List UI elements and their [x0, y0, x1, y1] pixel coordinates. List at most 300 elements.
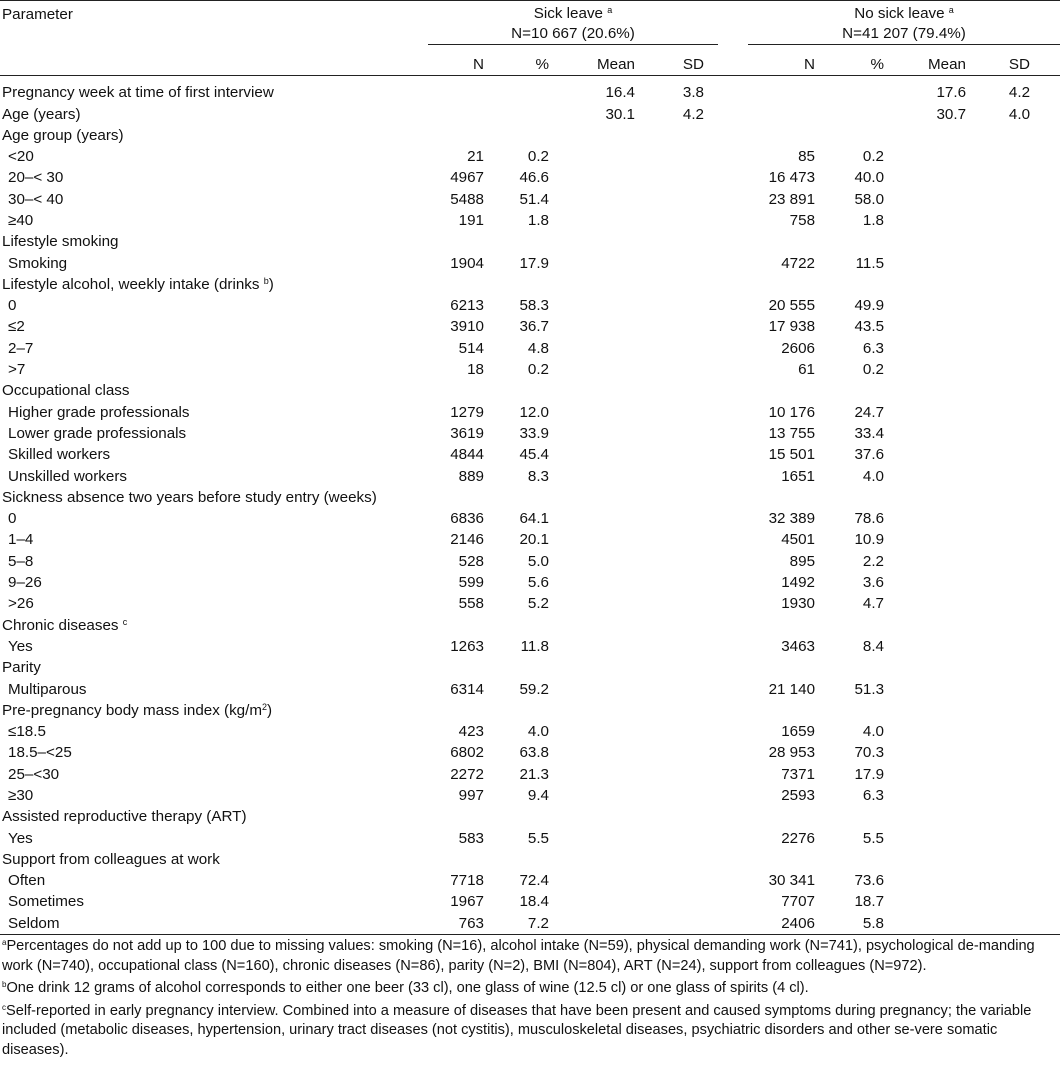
- cell-nosick-sd: [988, 423, 1060, 444]
- cell-nosick-sd: [988, 764, 1060, 785]
- cell-nosick-sd: [988, 615, 1060, 636]
- table-row: [0, 487, 1060, 508]
- table-row: [0, 423, 1060, 444]
- row-label: Pregnancy week at time of first interview: [2, 84, 274, 102]
- cell-nosick-mean: [898, 849, 988, 870]
- cell-nosick-mean: [898, 274, 988, 295]
- table-row: [0, 529, 1060, 550]
- cell-sick-sd: 3.8: [682, 84, 705, 102]
- cell-sick-sd: [643, 891, 718, 912]
- cell-sick-pct: 72.4: [519, 872, 549, 890]
- cell-sick-mean: [563, 764, 643, 785]
- cell-sick-pct: 5.5: [527, 829, 549, 847]
- cell-nosick-n: [748, 700, 823, 721]
- cell-nosick-n: 85: [798, 148, 816, 166]
- cell-sick-sd: [643, 913, 718, 934]
- header-row-columns: [0, 45, 1060, 76]
- cell-nosick-n: [748, 274, 823, 295]
- cell-sick-sd: [643, 125, 718, 146]
- cell-sick-mean: [563, 657, 643, 678]
- cell-sick-pct: [488, 849, 563, 870]
- cell-sick-mean: [563, 891, 643, 912]
- cell-nosick-sd: [988, 338, 1060, 359]
- cell-nosick-pct: 4.0: [862, 723, 885, 741]
- cell-nosick-n: [748, 76, 823, 104]
- table-row: [0, 402, 1060, 423]
- cell-nosick-sd: [988, 487, 1060, 508]
- cell-sick-mean: [563, 146, 643, 167]
- cell-sick-n: [428, 849, 488, 870]
- cell-nosick-pct: 4.7: [862, 595, 885, 613]
- cell-sick-pct: 5.0: [527, 552, 549, 570]
- cell-sick-sd: [643, 444, 718, 465]
- cell-nosick-pct: [823, 806, 898, 827]
- cell-nosick-sd: [988, 125, 1060, 146]
- cell-nosick-n: 758: [789, 211, 816, 229]
- cell-nosick-n: 13 755: [768, 424, 816, 442]
- cell-nosick-mean: [898, 764, 988, 785]
- cell-nosick-sd: [988, 189, 1060, 210]
- cell-sick-pct: 5.2: [527, 595, 549, 613]
- cell-sick-n: 2272: [450, 765, 484, 783]
- cell-sick-n: [428, 274, 488, 295]
- cell-nosick-sd: [988, 253, 1060, 274]
- cell-nosick-sd: [988, 274, 1060, 295]
- cell-sick-n: 5488: [450, 190, 484, 208]
- cell-nosick-n: 2606: [781, 339, 816, 357]
- cell-sick-mean: [563, 572, 643, 593]
- sick-leave-group-header: [428, 1, 718, 45]
- data-table: [0, 1, 1060, 934]
- footnote: $^b$One drink 12 grams of alcohol corresponds to either one beer (33 cl), one glass of wine (12.5 cl) or one glass of spirits (4 cl).: [2, 980, 809, 997]
- cell-sick-pct: 5.6: [527, 574, 549, 592]
- cell-nosick-sd: [988, 380, 1060, 401]
- cell-sick-sd: [643, 402, 718, 423]
- row-sublabel: ≥30: [8, 787, 34, 804]
- cell-nosick-sd: [988, 551, 1060, 572]
- table-row: [0, 806, 1060, 827]
- cell-sick-mean: [563, 700, 643, 721]
- cell-nosick-pct: 5.5: [862, 829, 885, 847]
- no-sick-leave-title: No sick leave: [854, 5, 945, 22]
- table-row: [0, 380, 1060, 401]
- cell-nosick-pct: 1.8: [862, 211, 885, 229]
- cell-nosick-pct: 3.6: [862, 574, 885, 592]
- cell-sick-n: 4967: [450, 169, 484, 187]
- cell-nosick-mean: [898, 380, 988, 401]
- cell-nosick-pct: 49.9: [854, 297, 885, 315]
- cell-nosick-pct: 6.3: [862, 339, 885, 357]
- row-sublabel: ≤2: [8, 318, 25, 336]
- cell-nosick-n: [748, 806, 823, 827]
- row-sublabel: 25–<30: [8, 765, 60, 783]
- cell-sick-n: [428, 615, 488, 636]
- cell-nosick-n: 1492: [781, 574, 816, 592]
- cell-sick-n: [428, 104, 488, 125]
- cell-sick-mean: [563, 615, 643, 636]
- cell-sick-n: 3619: [450, 424, 484, 442]
- cell-nosick-mean: [898, 657, 988, 678]
- cell-nosick-sd: [988, 828, 1060, 849]
- cell-sick-sd: [643, 806, 718, 827]
- cell-sick-sd: [643, 274, 718, 295]
- cell-sick-mean: [563, 636, 643, 657]
- cell-nosick-n: 1930: [781, 595, 816, 613]
- cell-nosick-mean: [898, 572, 988, 593]
- footnote-marker: c: [2, 1002, 6, 1012]
- cell-sick-mean: 30.1: [605, 105, 635, 123]
- cell-nosick-pct: 17.9: [854, 765, 885, 783]
- cell-nosick-mean: [898, 636, 988, 657]
- cell-nosick-pct: 4.0: [862, 467, 885, 485]
- cell-nosick-pct: [823, 76, 898, 104]
- table-row: [0, 210, 1060, 231]
- cell-nosick-mean: [898, 785, 988, 806]
- row-label: Parity: [2, 659, 41, 677]
- cell-nosick-n: 2593: [781, 787, 816, 804]
- cell-nosick-n: 32 389: [768, 510, 816, 528]
- table-row: [0, 253, 1060, 274]
- cell-nosick-mean: [898, 721, 988, 742]
- cell-nosick-sd: [988, 636, 1060, 657]
- table-row: [0, 359, 1060, 380]
- cell-sick-n: 6836: [450, 510, 484, 528]
- cell-nosick-n: 2276: [781, 829, 816, 847]
- cell-sick-n: 6802: [450, 744, 484, 762]
- row-sublabel: <20: [8, 148, 34, 166]
- cell-nosick-pct: 33.4: [854, 424, 885, 442]
- cell-sick-mean: [563, 721, 643, 742]
- cell-sick-mean: [563, 742, 643, 763]
- row-label: Support from colleagues at work: [2, 850, 220, 868]
- cell-nosick-mean: [898, 593, 988, 614]
- cell-nosick-pct: [823, 104, 898, 125]
- cell-nosick-pct: 37.6: [854, 446, 885, 464]
- cell-nosick-mean: [898, 742, 988, 763]
- cell-nosick-n: 10 176: [768, 403, 816, 421]
- cell-sick-mean: [563, 551, 643, 572]
- row-sublabel: ≥40: [8, 211, 34, 229]
- cell-sick-sd: [643, 828, 718, 849]
- table-row: [0, 76, 1060, 104]
- cell-sick-n: [428, 76, 488, 104]
- row-sublabel: 18.5–<25: [8, 744, 72, 762]
- cell-nosick-pct: 24.7: [854, 403, 885, 421]
- table-row: [0, 316, 1060, 337]
- cell-nosick-pct: 51.3: [854, 680, 885, 698]
- row-sublabel: Yes: [8, 829, 33, 847]
- cell-nosick-n: 2406: [781, 914, 816, 932]
- cell-nosick-pct: 18.7: [854, 893, 885, 911]
- cell-nosick-pct: [823, 274, 898, 295]
- cell-nosick-sd: [988, 870, 1060, 891]
- table-row: [0, 828, 1060, 849]
- cell-sick-sd: [643, 742, 718, 763]
- cell-nosick-n: [748, 231, 823, 252]
- table-row: [0, 700, 1060, 721]
- row-sublabel: Multiparous: [8, 680, 87, 698]
- cell-sick-mean: [563, 210, 643, 231]
- cell-sick-sd: [643, 785, 718, 806]
- cell-nosick-pct: 5.8: [862, 914, 885, 932]
- row-sublabel: 2–7: [8, 339, 34, 357]
- cell-nosick-n: 15 501: [768, 446, 816, 464]
- cell-nosick-n: [748, 125, 823, 146]
- cell-sick-pct: [488, 274, 563, 295]
- cell-sick-sd: [643, 615, 718, 636]
- cell-sick-n: 558: [458, 595, 484, 613]
- sick-leave-marker: a: [607, 5, 613, 15]
- cell-nosick-sd: [988, 146, 1060, 167]
- row-label: Pre-pregnancy body mass index $(kg/m^2)$: [2, 701, 273, 719]
- cell-sick-pct: 12.0: [519, 403, 549, 421]
- row-sublabel: 5–8: [8, 552, 34, 570]
- cell-nosick-pct: 73.6: [854, 872, 885, 890]
- cell-nosick-n: 1651: [781, 467, 816, 485]
- table-row: [0, 593, 1060, 614]
- cell-nosick-mean: [898, 700, 988, 721]
- cell-sick-sd: [643, 721, 718, 742]
- cell-sick-pct: [488, 231, 563, 252]
- cell-sick-pct: 21.3: [519, 765, 549, 783]
- cell-sick-mean: [563, 870, 643, 891]
- cell-sick-pct: 45.4: [519, 446, 549, 464]
- cell-sick-sd: [643, 679, 718, 700]
- cell-sick-sd: [643, 231, 718, 252]
- cell-nosick-n: 1659: [781, 723, 816, 741]
- table-row: [0, 657, 1060, 678]
- cell-nosick-sd: [988, 359, 1060, 380]
- cell-nosick-n: 4722: [781, 254, 816, 272]
- cell-sick-mean: [563, 274, 643, 295]
- cell-sick-pct: 0.2: [527, 148, 549, 166]
- cell-sick-sd: [643, 359, 718, 380]
- cell-nosick-pct: 8.4: [862, 637, 885, 655]
- cell-nosick-mean: [898, 679, 988, 700]
- cell-sick-pct: 9.4: [527, 787, 549, 804]
- cell-nosick-sd: [988, 700, 1060, 721]
- cell-sick-n: 599: [458, 574, 484, 592]
- cell-sick-pct: [488, 76, 563, 104]
- cell-sick-n: [428, 700, 488, 721]
- table-row: [0, 146, 1060, 167]
- cell-sick-pct: [488, 104, 563, 125]
- footnote: $^c$Self-reported in early pregnancy interview. Combined into a measure of diseases that have been present and caused symptoms during pregnancy; the variable included (metabolic diseases, hypertension, urinary tract diseases (not cystitis), musculoskeletal diseases, psychiatric disorders and other se-vere somatic diseases).: [2, 1002, 1032, 1059]
- cell-sick-n: 2146: [450, 531, 484, 549]
- cell-nosick-pct: [823, 700, 898, 721]
- cell-nosick-pct: 43.5: [854, 318, 885, 336]
- cell-nosick-n: 23 891: [768, 190, 816, 208]
- cell-sick-mean: [563, 806, 643, 827]
- cell-nosick-sd: [988, 593, 1060, 614]
- cell-nosick-sd: [988, 529, 1060, 550]
- cell-sick-pct: 17.9: [519, 254, 549, 272]
- table-row: [0, 785, 1060, 806]
- cell-sick-mean: [563, 444, 643, 465]
- cell-nosick-n: [748, 657, 823, 678]
- cell-nosick-mean: [898, 529, 988, 550]
- cell-sick-pct: 51.4: [519, 190, 549, 208]
- table-row: [0, 913, 1060, 934]
- cell-sick-sd: [643, 423, 718, 444]
- cell-sick-n: [428, 125, 488, 146]
- footnotes: [0, 935, 1060, 1061]
- table-row: [0, 849, 1060, 870]
- cell-nosick-pct: [823, 657, 898, 678]
- cell-nosick-n: 28 953: [768, 744, 816, 762]
- cell-nosick-n: 3463: [781, 637, 816, 655]
- cell-nosick-mean: [898, 466, 988, 487]
- table-row: [0, 104, 1060, 125]
- table-row: [0, 189, 1060, 210]
- cell-nosick-n: [748, 487, 823, 508]
- row-sublabel: Higher grade professionals: [8, 403, 190, 421]
- sick-leave-title: Sick leave: [533, 5, 603, 22]
- cell-nosick-mean: 30.7: [936, 105, 967, 123]
- cell-nosick-pct: 11.5: [855, 254, 885, 272]
- cell-sick-pct: 1.8: [527, 211, 549, 229]
- table-row: [0, 679, 1060, 700]
- cell-sick-n: 191: [458, 211, 484, 229]
- cell-sick-pct: 64.1: [519, 510, 549, 528]
- row-sublabel: 30–< 40: [8, 190, 64, 208]
- cell-nosick-pct: 6.3: [862, 787, 885, 804]
- cell-sick-mean: [563, 359, 643, 380]
- header-row-groups: [0, 1, 1060, 45]
- cell-sick-mean: [563, 231, 643, 252]
- cell-sick-n: 1279: [450, 403, 484, 421]
- row-label: Assisted reproductive therapy (ART): [2, 808, 247, 826]
- row-sublabel: ≤18.5: [8, 723, 46, 741]
- table-row: [0, 742, 1060, 763]
- cell-sick-n: 1263: [450, 637, 484, 655]
- cell-sick-n: 1967: [450, 893, 484, 911]
- cell-nosick-pct: 40.0: [854, 169, 885, 187]
- cell-nosick-sd: [988, 231, 1060, 252]
- row-sublabel: >26: [8, 595, 34, 613]
- cell-sick-mean: [563, 529, 643, 550]
- cell-sick-pct: [488, 380, 563, 401]
- cell-sick-pct: 58.3: [519, 297, 549, 315]
- cell-sick-sd: [643, 849, 718, 870]
- col-header-sick-sd: SD: [643, 45, 718, 76]
- cell-sick-pct: [488, 700, 563, 721]
- cell-nosick-mean: [898, 253, 988, 274]
- no-sick-leave-n: N=41 207 (79.4%): [842, 25, 966, 42]
- cell-nosick-mean: [898, 210, 988, 231]
- cell-nosick-sd: [988, 444, 1060, 465]
- cell-sick-mean: [563, 679, 643, 700]
- row-sublabel: Lower grade professionals: [8, 424, 187, 442]
- cell-nosick-mean: [898, 231, 988, 252]
- cell-nosick-mean: [898, 295, 988, 316]
- cell-sick-mean: [563, 913, 643, 934]
- cell-sick-n: 997: [458, 787, 484, 804]
- cell-sick-mean: 16.4: [605, 84, 635, 102]
- table-row: [0, 466, 1060, 487]
- row-label: Lifestyle smoking: [2, 233, 119, 251]
- table-row: [0, 508, 1060, 529]
- cell-nosick-sd: [988, 402, 1060, 423]
- cell-sick-sd: [643, 380, 718, 401]
- row-sublabel: 9–26: [8, 574, 42, 592]
- cell-nosick-sd: [988, 891, 1060, 912]
- row-label: Age group (years): [2, 126, 124, 144]
- cell-sick-sd: [643, 189, 718, 210]
- cell-sick-pct: 59.2: [519, 680, 549, 698]
- no-sick-leave-marker: a: [948, 5, 954, 15]
- sick-leave-n: N=10 667 (20.6%): [511, 25, 635, 42]
- row-sublabel: 0: [8, 297, 17, 315]
- cell-sick-sd: [643, 572, 718, 593]
- cell-sick-mean: [563, 785, 643, 806]
- cell-nosick-pct: 70.3: [854, 744, 885, 762]
- cell-sick-pct: 36.7: [519, 318, 549, 336]
- cell-nosick-mean: [898, 891, 988, 912]
- cell-sick-n: 21: [467, 148, 484, 166]
- cell-sick-mean: [563, 253, 643, 274]
- cell-sick-sd: [643, 146, 718, 167]
- cell-sick-sd: [643, 551, 718, 572]
- cell-nosick-mean: [898, 615, 988, 636]
- cell-sick-n: 423: [458, 723, 484, 741]
- cell-nosick-pct: [823, 615, 898, 636]
- cell-nosick-sd: [988, 167, 1060, 188]
- cell-sick-pct: 4.8: [527, 339, 549, 357]
- cell-nosick-sd: [988, 508, 1060, 529]
- cell-nosick-pct: 78.6: [854, 510, 885, 528]
- cell-sick-pct: 63.8: [519, 744, 549, 762]
- cell-sick-n: [428, 380, 488, 401]
- cell-nosick-mean: [898, 828, 988, 849]
- cell-nosick-mean: [898, 338, 988, 359]
- cell-sick-n: 6213: [450, 297, 484, 315]
- cell-nosick-pct: [823, 380, 898, 401]
- cell-nosick-mean: [898, 870, 988, 891]
- cell-nosick-sd: [988, 295, 1060, 316]
- cell-sick-sd: [643, 657, 718, 678]
- cell-nosick-sd: 4.2: [1008, 84, 1031, 102]
- cell-sick-sd: [643, 210, 718, 231]
- cell-sick-sd: [643, 487, 718, 508]
- cell-nosick-n: [748, 104, 823, 125]
- cell-nosick-n: 16 473: [768, 169, 816, 187]
- cell-sick-pct: 7.2: [527, 914, 549, 932]
- cell-sick-pct: 8.3: [527, 467, 549, 485]
- cell-nosick-n: [748, 380, 823, 401]
- cell-sick-sd: [643, 508, 718, 529]
- row-sublabel: Unskilled workers: [8, 467, 128, 485]
- cell-sick-mean: [563, 593, 643, 614]
- table-row: [0, 125, 1060, 146]
- table-row: [0, 870, 1060, 891]
- cell-nosick-sd: [988, 466, 1060, 487]
- cell-sick-mean: [563, 487, 643, 508]
- cell-nosick-mean: [898, 146, 988, 167]
- table-row: [0, 295, 1060, 316]
- row-sublabel: Often: [8, 872, 46, 890]
- cell-sick-sd: [643, 764, 718, 785]
- cell-sick-n: 7718: [450, 872, 484, 890]
- col-header-nosick-n: N: [748, 45, 823, 76]
- cell-nosick-sd: [988, 785, 1060, 806]
- table-row: [0, 891, 1060, 912]
- cell-sick-pct: 20.1: [519, 531, 549, 549]
- cell-sick-pct: 11.8: [520, 637, 549, 655]
- table-row: [0, 444, 1060, 465]
- cell-nosick-n: [748, 615, 823, 636]
- row-sublabel: Smoking: [8, 254, 68, 272]
